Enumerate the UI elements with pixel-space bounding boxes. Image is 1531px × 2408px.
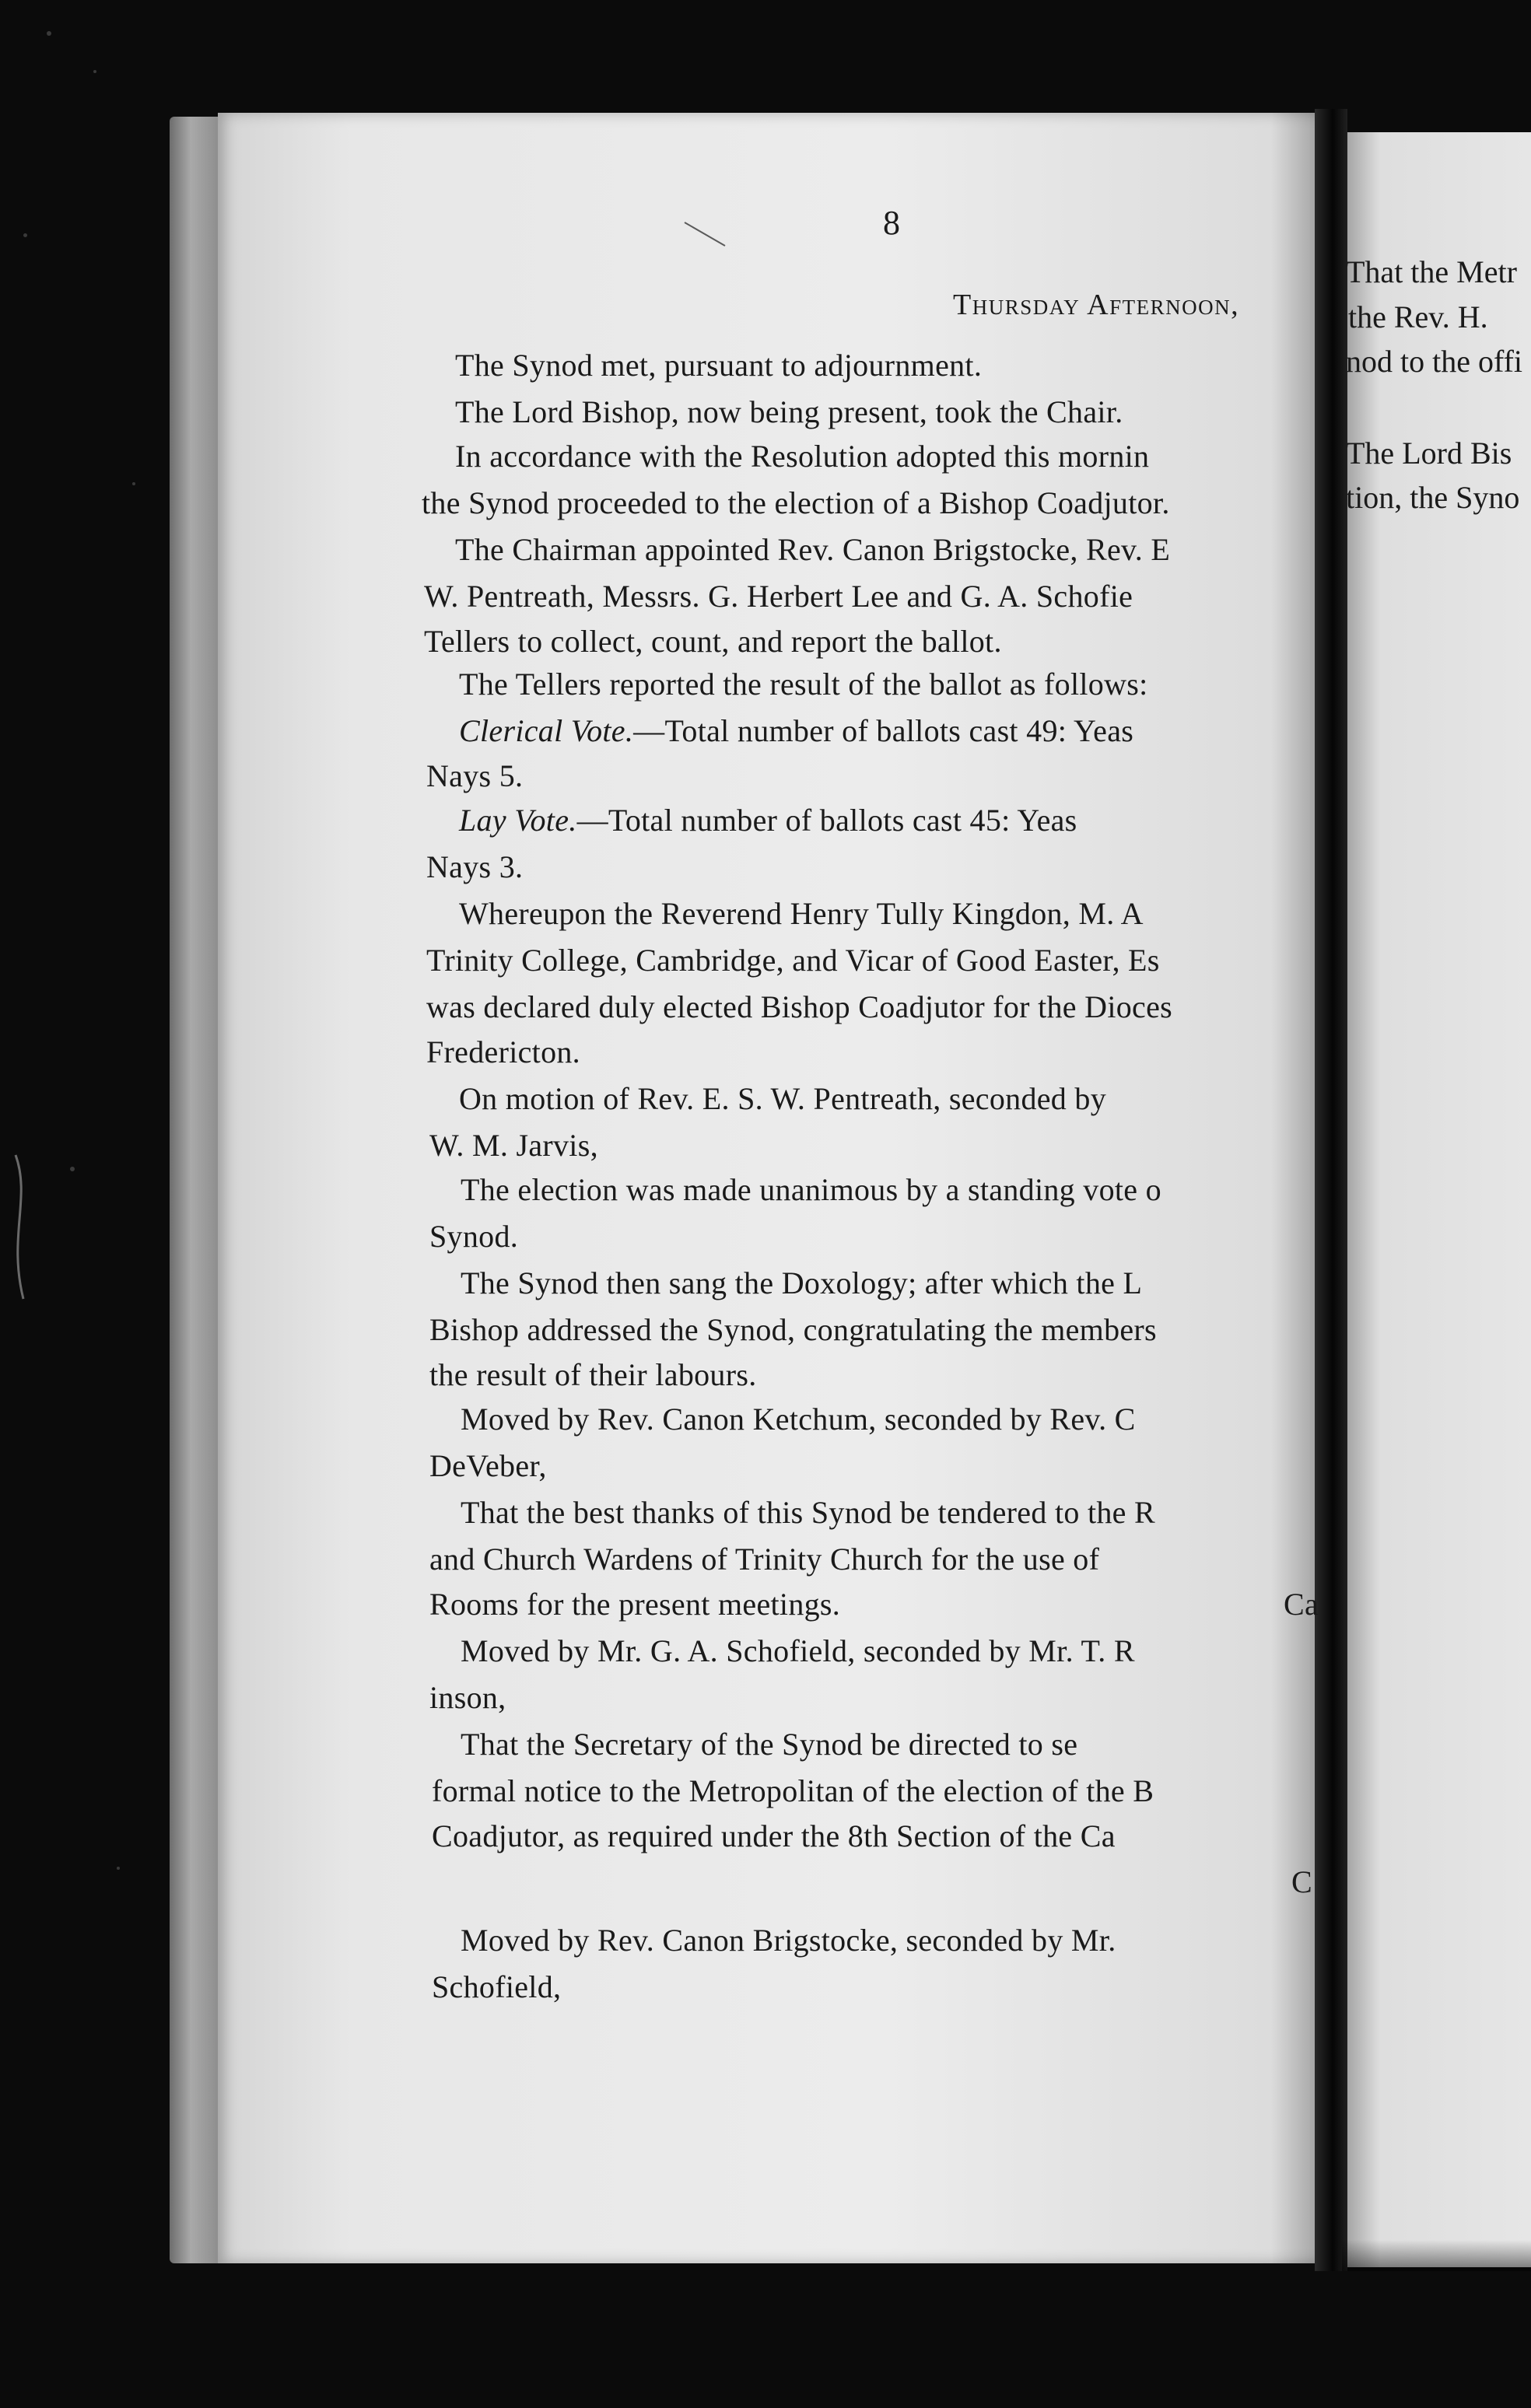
text-line: inson,: [429, 1680, 506, 1715]
text-line: Rooms for the present meetings.: [429, 1587, 841, 1622]
text-line: the Rev. H.: [1348, 299, 1488, 334]
right-page-text: [1342, 132, 1531, 2267]
dust-speck: [47, 31, 51, 36]
text-line: was declared duly elected Bishop Coadjutor for the Dioces: [426, 989, 1173, 1024]
text-line: Trinity College, Cambridge, and Vicar of Good Easter, Es: [426, 943, 1160, 978]
text-line: Synod.: [429, 1219, 519, 1254]
dust-speck: [93, 70, 96, 73]
text-line: the Synod proceeded to the election of a Bishop Coadjutor.: [422, 485, 1170, 520]
text-line: The election was made unanimous by a standing vote o: [461, 1172, 1161, 1207]
text-line: tion, the Syno: [1346, 480, 1520, 515]
text-line: In accordance with the Resolution adopted this mornin: [455, 439, 1150, 474]
text-line: and Church Wardens of Trinity Church for the use of: [429, 1542, 1100, 1577]
italic-label: Clerical Vote.: [459, 713, 634, 748]
text-line: The Lord Bishop, now being present, took the Chair.: [455, 394, 1123, 429]
dust-speck: [70, 1167, 75, 1171]
text-line: Nays 3.: [426, 849, 524, 884]
text-line: On motion of Rev. E. S. W. Pentreath, seconded by: [459, 1081, 1107, 1116]
text-line: Schofield,: [432, 1969, 562, 2004]
page-number: 8: [883, 204, 901, 242]
text-line: The Lord Bis: [1346, 436, 1512, 471]
text-line: The Synod met, pursuant to adjournment.: [455, 348, 983, 383]
text-line: That the Metr: [1346, 254, 1517, 289]
text-line: W. M. Jarvis,: [429, 1128, 598, 1163]
text-line: Moved by Rev. Canon Ketchum, seconded by Rev. C: [461, 1402, 1136, 1437]
text-line: The Synod then sang the Doxology; after which the L: [461, 1265, 1143, 1300]
text-line: formal notice to the Metropolitan of the election of the B: [432, 1773, 1154, 1808]
text-line: The Tellers reported the result of the ballot as follows:: [459, 667, 1148, 702]
text-line: W. Pentreath, Messrs. G. Herbert Lee and G. A. Schofie: [424, 579, 1133, 614]
text-line: Moved by Mr. G. A. Schofield, seconded by Mr. T. R: [461, 1633, 1135, 1668]
text-line: the result of their labours.: [429, 1357, 757, 1392]
text-line: Lay Vote.—Total number of ballots cast 45: Yeas: [459, 803, 1077, 838]
text-line: Moved by Rev. Canon Brigstocke, seconded by Mr.: [461, 1923, 1116, 1958]
page-mark: [685, 222, 726, 247]
text-line: DeVeber,: [429, 1448, 547, 1483]
text-fragment: C: [1291, 1864, 1312, 1899]
text-line: The Chairman appointed Rev. Canon Brigstocke, Rev. E: [455, 532, 1171, 567]
left-page-text: [218, 113, 1319, 2263]
text-line: Clerical Vote.—Total number of ballots cast 49: Yeas: [459, 713, 1134, 748]
italic-label: Lay Vote.: [459, 803, 577, 838]
scratch-mark: [0, 1151, 47, 1307]
text-fragment: Ca: [1284, 1587, 1319, 1622]
text-line: Fredericton.: [426, 1034, 580, 1069]
dust-speck: [117, 1867, 120, 1870]
text-line: That the Secretary of the Synod be directed to se: [461, 1727, 1078, 1762]
text-line: Bishop addressed the Synod, congratulating the members: [429, 1312, 1157, 1347]
text-line: Nays 5.: [426, 758, 524, 793]
dust-speck: [23, 233, 27, 237]
section-heading: Thursday Afternoon,: [953, 289, 1240, 321]
text-line: Tellers to collect, count, and report the ballot.: [424, 624, 1002, 659]
book-page-edges: [170, 117, 222, 2263]
text-line: nod to the offi: [1346, 344, 1523, 379]
text-line: Whereupon the Reverend Henry Tully Kingdon, M. A: [459, 896, 1144, 931]
text-line: Coadjutor, as required under the 8th Section of the Ca: [432, 1818, 1116, 1853]
text-line: That the best thanks of this Synod be tendered to the R: [461, 1495, 1156, 1530]
dust-speck: [132, 482, 135, 485]
